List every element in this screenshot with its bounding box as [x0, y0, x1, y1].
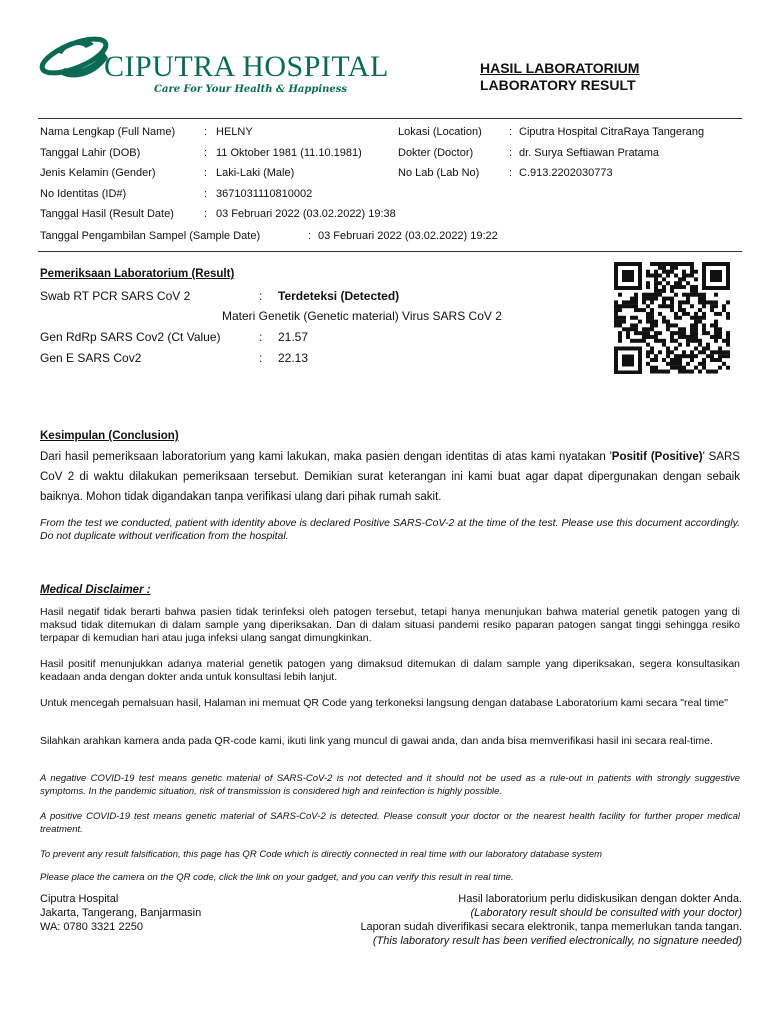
conclusion-english: From the test we conducted, patient with identity above is declared Positive SARS-CoV-2 at the time of the test. Please use this document accordingly. Do not duplicate without verification from the hospital.	[40, 517, 740, 542]
disclaimer-p1: Hasil negatif tidak berarti bahwa pasien tidak terinfeksi oleh patogen tersebut, tetapi hanya menunjukan bahwa material genetik patogen yang di maksud tidak ditemukan di dalam sample yang diperiksakan. Dan di dalam situasi pandemi resiko paparan patogen sangat tinggi sehingga resiko terpapar di kemudian hari atau juga infeksi ulang sangat dimungkinkan.	[40, 606, 740, 644]
header-divider	[38, 118, 742, 119]
row-dob	[40, 147, 740, 165]
title-indonesian: HASIL LABORATORIUM	[480, 60, 640, 76]
row-test	[40, 289, 600, 307]
footer-cities: Jakarta, Tangerang, Banjarmasin	[40, 907, 202, 919]
colon: :	[204, 126, 208, 138]
gender-label: Jenis Kelamin (Gender)	[40, 167, 156, 179]
row-gender	[40, 167, 740, 185]
colon: :	[509, 147, 513, 159]
logo-name: CIPUTRA HOSPITAL	[104, 50, 389, 83]
hospital-logo	[34, 30, 414, 102]
row-id	[40, 188, 740, 206]
colon: :	[509, 126, 513, 138]
test-result: Terdeteksi (Detected)	[278, 289, 400, 303]
location-label: Lokasi (Location)	[398, 126, 482, 138]
disclaimer-en-3: To prevent any result falsification, this page has QR Code which is directly connected in real time with our laboratory database system	[40, 849, 603, 860]
footer-org: Ciputra Hospital	[40, 893, 119, 905]
conclusion-text-after: ' SARS CoV 2 di waktu dilakukan pemeriksaan tersebut. Demikian surat keterangan ini kami buat agar dapat dipergunakan dengan sebaik baiknya. Mohon tidak digandakan tanpa verifikasi ulang dari pihak rumah sakit.	[40, 451, 740, 503]
info-divider	[38, 251, 742, 252]
rdrp-label: Gen RdRp SARS Cov2 (Ct Value)	[40, 330, 221, 344]
row-rdrp	[40, 330, 600, 348]
logo-tagline: Care For Your Health & Happiness	[154, 84, 348, 95]
id-label: No Identitas (ID#)	[40, 188, 127, 200]
disclaimer-en-2: A positive COVID-19 test means genetic material of SARS-CoV-2 is detected. Please consult your doctor or the nearest health facility for further proper medical treatment.	[40, 811, 740, 835]
conclusion-heading: Kesimpulan (Conclusion)	[40, 430, 179, 442]
dob-label: Tanggal Lahir (DOB)	[40, 147, 141, 159]
row-sample-date	[40, 230, 740, 248]
row-result-date	[40, 208, 740, 226]
colon: :	[204, 167, 208, 179]
footer-note-3: Laporan sudah diverifikasi secara elektronik, tanpa memerlukan tanda tangan.	[360, 921, 742, 933]
colon: :	[204, 188, 208, 200]
footer-left	[40, 892, 201, 934]
material-note: Materi Genetik (Genetic material) Virus SARS CoV 2	[222, 309, 502, 323]
disclaimer-en-4: Please place the camera on the QR code, click the link on your gadget, and you can verify this result in real time.	[40, 872, 514, 883]
footer-note-1: Hasil laboratorium perlu didiskusikan dengan dokter Anda.	[458, 893, 742, 905]
conclusion-positive: Positif (Positive)	[611, 451, 703, 463]
disclaimer-en-1: A negative COVID-19 test means genetic material of SARS-CoV-2 is not detected and it should not be used as a rule-out in patients with strongly suggestive symptoms. In the pandemic situation, risk of transmission is considered high and reinfection is highly possible.	[40, 773, 740, 797]
footer-whatsapp: WA: 0780 3321 2250	[40, 921, 143, 933]
name-label: Nama Lengkap (Full Name)	[40, 126, 176, 138]
colon: :	[259, 351, 263, 365]
colon: :	[509, 167, 513, 179]
gender-value: Laki-Laki (Male)	[216, 167, 295, 179]
disclaimer-p3: Untuk mencegah pemalsuan hasil, Halaman ini memuat QR Code yang terkoneksi langsung dengan database Laboratorium kami secara "real time"	[40, 697, 728, 709]
dob-value: 11 Oktober 1981 (11.10.1981)	[216, 147, 362, 159]
result-date-label: Tanggal Hasil (Result Date)	[40, 208, 174, 220]
footer-note-2: (Laboratory result should be consulted with your doctor)	[470, 907, 742, 919]
colon: :	[308, 230, 312, 242]
document-title	[480, 60, 639, 94]
test-name: Swab RT PCR SARS CoV 2	[40, 289, 191, 303]
rdrp-value: 21.57	[278, 330, 309, 344]
id-value: 3671031110810002	[216, 188, 313, 200]
disclaimer-heading: Medical Disclaimer :	[40, 584, 151, 596]
doctor-label: Dokter (Doctor)	[398, 147, 474, 159]
row-name	[40, 126, 740, 144]
footer-right	[360, 892, 742, 948]
gene-e-label: Gen E SARS Cov2	[40, 351, 142, 365]
labno-value: C.913.2202030773	[519, 167, 613, 179]
disclaimer-p4: Silahkan arahkan kamera anda pada QR-code kami, ikuti link yang muncul di gawai anda, dan anda bisa memverifikasi hasil ini secara real-time.	[40, 735, 713, 747]
row-gene-e	[40, 351, 600, 369]
sample-date-label: Tanggal Pengambilan Sampel (Sample Date)	[40, 230, 261, 242]
doctor-value: dr. Surya Seftiawan Pratama	[519, 147, 660, 159]
ciputra-hospital-logo-icon	[34, 30, 114, 90]
labno-label: No Lab (Lab No)	[398, 167, 480, 179]
colon: :	[259, 330, 263, 344]
conclusion-text	[40, 447, 740, 507]
title-english: LABORATORY RESULT	[480, 77, 636, 93]
disclaimer-p2: Hasil positif menunjukkan adanya material genetik patogen yang dimaksud ditemukan di dalam sample yang diperiksakan, segera konsultasikan keadaan anda dengan dokter anda untuk konsultasi lebih lanjut.	[40, 658, 740, 683]
conclusion-text-before: Dari hasil pemeriksaan laboratorium yang kami lakukan, maka pasien dengan identitas di atas kami nyatakan '	[40, 451, 612, 463]
gene-e-value: 22.13	[278, 351, 309, 365]
sample-date-value: 03 Februari 2022 (03.02.2022) 19:22	[318, 230, 498, 242]
colon: :	[259, 289, 263, 303]
qr-code-icon[interactable]	[612, 262, 732, 374]
colon: :	[204, 147, 208, 159]
footer-note-4: (This laboratory result has been verified electronically, no signature needed)	[372, 935, 742, 947]
name-value: HELNY	[216, 126, 253, 138]
result-heading: Pemeriksaan Laboratorium (Result)	[40, 268, 235, 280]
location-value: Ciputra Hospital CitraRaya Tangerang	[519, 126, 705, 138]
result-date-value: 03 Februari 2022 (03.02.2022) 19:38	[216, 208, 396, 220]
colon: :	[204, 208, 208, 220]
